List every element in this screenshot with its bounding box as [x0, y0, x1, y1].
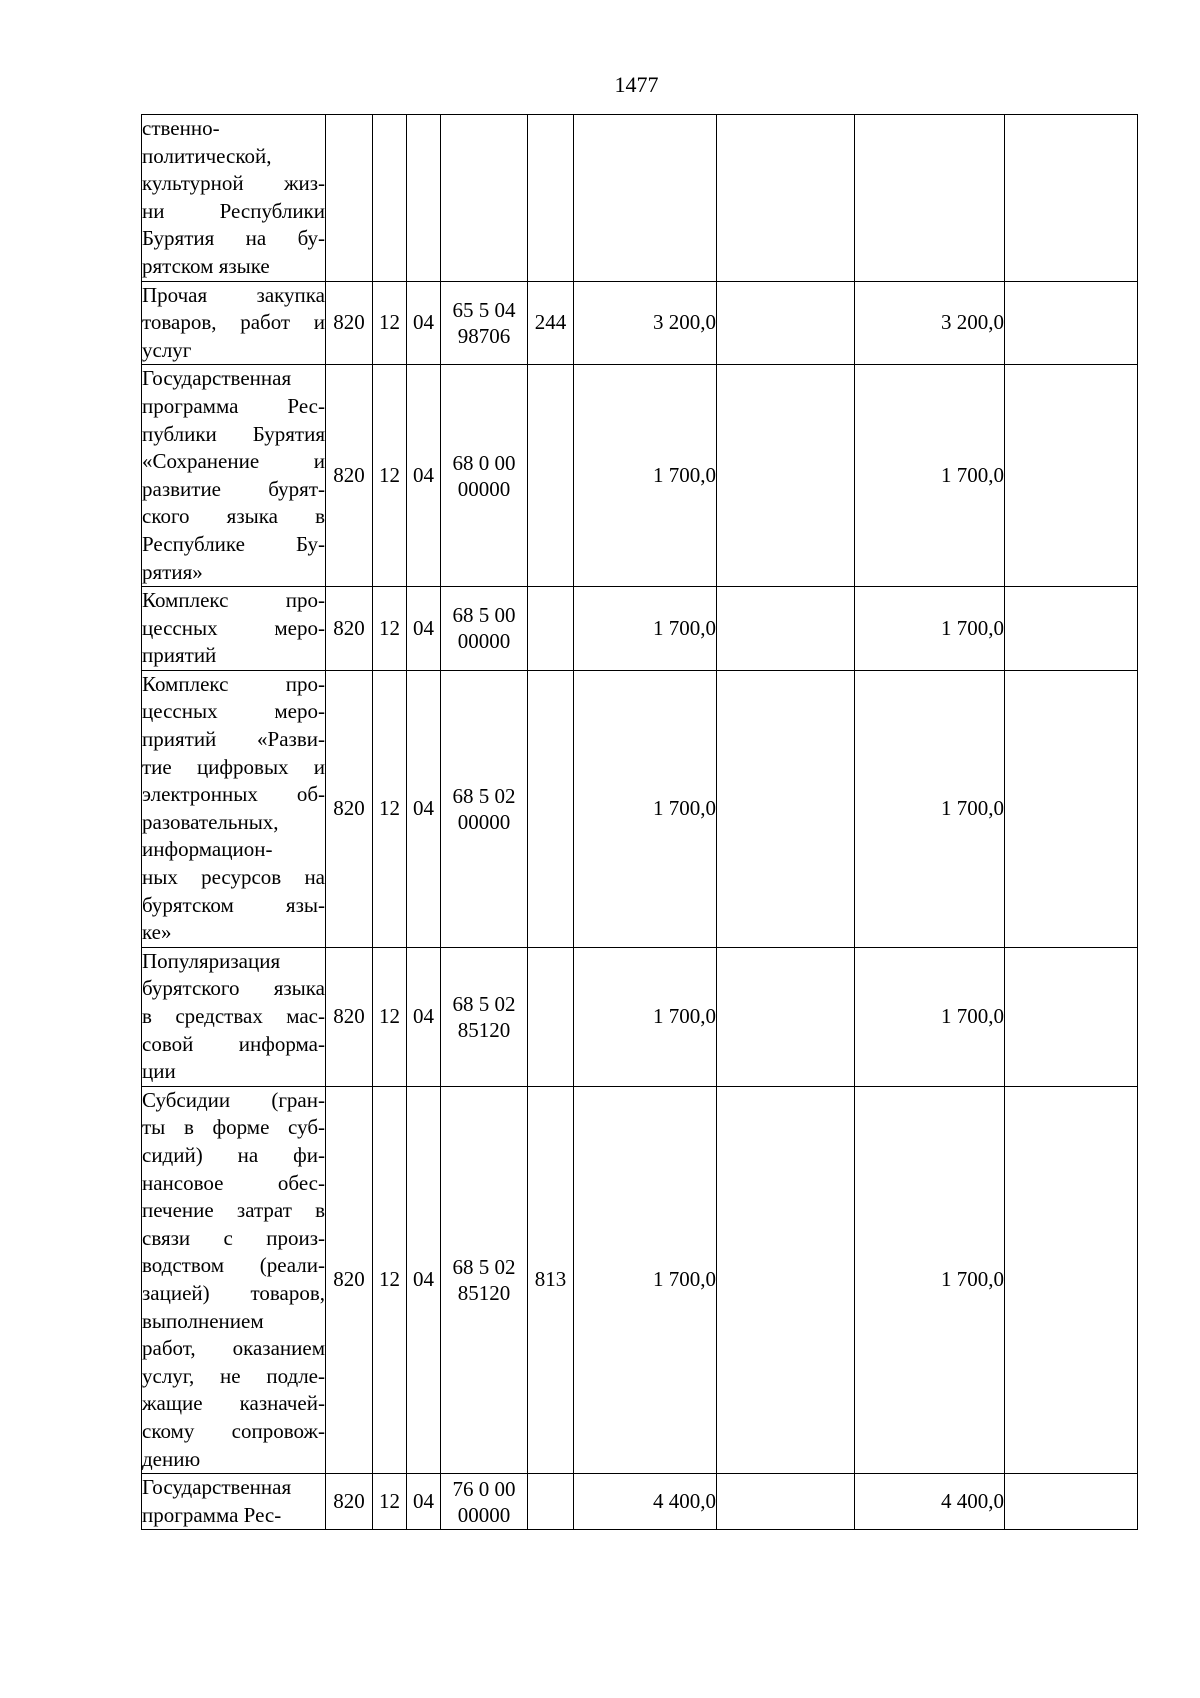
amount-cell-4 [1005, 1086, 1138, 1473]
table-body [142, 115, 1138, 1530]
amount-cell-3: 4 400,0 [855, 1474, 1005, 1530]
description-cell [142, 1086, 326, 1473]
description-line: рятия» [142, 559, 203, 584]
amount-cell-1: 1 700,0 [574, 1086, 717, 1473]
description-cell [142, 115, 326, 282]
expense-type-cell [528, 587, 574, 671]
table-row [142, 365, 1138, 587]
subsection-code-cell: 04 [407, 365, 441, 587]
amount-cell-3: 1 700,0 [855, 947, 1005, 1086]
target-article-cell [441, 115, 528, 282]
description-line: цессных меро- [142, 615, 325, 640]
section-code-cell [373, 115, 407, 282]
expense-type-cell [528, 115, 574, 282]
expense-type-cell [528, 1474, 574, 1530]
target-article-line-2: 85120 [457, 1280, 511, 1305]
amount-cell-1 [574, 115, 717, 282]
subsection-code-cell: 04 [407, 1474, 441, 1530]
description-line: сидий) на фи- [142, 1142, 325, 1167]
description-line: ных ресурсов на [142, 865, 325, 890]
subsection-code-cell: 04 [407, 587, 441, 671]
grbs-code-cell: 820 [326, 281, 373, 365]
amount-cell-2 [717, 1474, 855, 1530]
table-row [142, 947, 1138, 1086]
amount-cell-2 [717, 587, 855, 671]
amount-cell-1: 1 700,0 [574, 947, 717, 1086]
subsection-code-cell [407, 115, 441, 282]
description-line: Государственная [142, 366, 292, 391]
target-article-line-1: 65 5 04 [452, 297, 516, 322]
description-cell [142, 365, 326, 587]
amount-cell-1: 1 700,0 [574, 587, 717, 671]
amount-cell-1: 1 700,0 [574, 365, 717, 587]
target-article-line-1: 68 5 02 [452, 783, 516, 808]
description-cell [142, 587, 326, 671]
description-line: информацион- [142, 837, 273, 862]
grbs-code-cell: 820 [326, 670, 373, 947]
description-line: программа Рес- [142, 1502, 282, 1527]
amount-cell-3: 1 700,0 [855, 365, 1005, 587]
amount-cell-1: 4 400,0 [574, 1474, 717, 1530]
description-line: ты в форме суб- [142, 1115, 325, 1140]
description-line: дению [142, 1446, 201, 1471]
page-number: 1477 [614, 72, 659, 97]
description-line: программа Рес- [142, 393, 325, 418]
section-code-cell: 12 [373, 670, 407, 947]
description-line: услуг [142, 337, 192, 362]
amount-cell-4 [1005, 281, 1138, 365]
description-line: Комплекс про- [142, 588, 325, 613]
target-article-cell [441, 587, 528, 671]
target-article-line-1: 68 0 00 [452, 450, 516, 475]
description-line: Прочая закупка [142, 282, 325, 307]
target-article-line-2: 00000 [457, 809, 511, 834]
description-line: нансовое обес- [142, 1170, 325, 1195]
target-article-cell [441, 1086, 528, 1473]
description-line: рятском языке [142, 253, 270, 278]
section-code-cell: 12 [373, 1086, 407, 1473]
expense-type-cell: 244 [528, 281, 574, 365]
description-line: жащие казначей- [142, 1391, 325, 1416]
description-line: культурной жиз- [142, 171, 325, 196]
description-cell [142, 947, 326, 1086]
section-code-cell: 12 [373, 947, 407, 1086]
subsection-code-cell: 04 [407, 281, 441, 365]
description-line: печение затрат в [142, 1198, 325, 1223]
table-row [142, 1086, 1138, 1473]
section-code-cell: 12 [373, 1474, 407, 1530]
description-line: тие цифровых и [142, 754, 325, 779]
amount-cell-2 [717, 947, 855, 1086]
amount-cell-2 [717, 115, 855, 282]
description-line: Субсидии (гран- [142, 1087, 325, 1112]
description-line: связи с произ- [142, 1225, 325, 1250]
description-line: бурятского языка [142, 976, 325, 1001]
description-line: Государственная [142, 1475, 292, 1500]
description-line: работ, оказанием [142, 1336, 325, 1361]
target-article-line-2: 85120 [457, 1017, 511, 1042]
target-article-line-2: 00000 [457, 1502, 511, 1527]
target-article-cell [441, 365, 528, 587]
target-article-cell [441, 947, 528, 1086]
description-line: Бурятия на бу- [142, 226, 325, 251]
table-row [142, 587, 1138, 671]
grbs-code-cell: 820 [326, 587, 373, 671]
amount-cell-2 [717, 1086, 855, 1473]
description-line: ского языка в [142, 504, 325, 529]
grbs-code-cell: 820 [326, 365, 373, 587]
budget-table [141, 114, 1138, 1530]
amount-cell-1: 1 700,0 [574, 670, 717, 947]
amount-cell-4 [1005, 1474, 1138, 1530]
amount-cell-4 [1005, 365, 1138, 587]
description-line: «Сохранение и [142, 449, 325, 474]
amount-cell-2 [717, 670, 855, 947]
target-article-cell [441, 281, 528, 365]
description-line: ни Республики [142, 198, 325, 223]
subsection-code-cell: 04 [407, 1086, 441, 1473]
target-article-line-1: 76 0 00 [452, 1476, 516, 1501]
target-article-line-2: 98706 [457, 323, 511, 348]
amount-cell-2 [717, 365, 855, 587]
description-line: Популяризация [142, 948, 281, 973]
description-cell [142, 670, 326, 947]
description-line: публики Бурятия [142, 421, 325, 446]
subsection-code-cell: 04 [407, 670, 441, 947]
amount-cell-4 [1005, 115, 1138, 282]
amount-cell-3: 1 700,0 [855, 587, 1005, 671]
expense-type-cell [528, 670, 574, 947]
description-line: разовательных, [142, 809, 279, 834]
amount-cell-3: 1 700,0 [855, 670, 1005, 947]
description-line: в средствах мас- [142, 1004, 325, 1028]
description-line: выполнением [142, 1308, 264, 1333]
description-line: Республике Бу- [142, 531, 325, 556]
description-line: развитие бурят- [142, 476, 325, 501]
description-line: приятий [142, 643, 217, 668]
target-article-cell [441, 1474, 528, 1530]
table-row [142, 1474, 1138, 1530]
grbs-code-cell: 820 [326, 1474, 373, 1530]
description-line: ции [142, 1059, 176, 1084]
description-line: цессных меро- [142, 699, 325, 724]
grbs-code-cell: 820 [326, 947, 373, 1086]
description-line: Комплекс про- [142, 671, 325, 696]
description-line: приятий «Разви- [142, 727, 325, 752]
grbs-code-cell [326, 115, 373, 282]
amount-cell-2 [717, 281, 855, 365]
amount-cell-3 [855, 115, 1005, 282]
section-code-cell: 12 [373, 281, 407, 365]
description-line: ственно- [142, 116, 220, 140]
description-line: товаров, работ и [142, 310, 325, 335]
description-line: услуг, не подле- [142, 1363, 325, 1388]
amount-cell-3: 1 700,0 [855, 1086, 1005, 1473]
table-row [142, 281, 1138, 365]
description-line: зацией) товаров, [142, 1280, 325, 1305]
table-row [142, 670, 1138, 947]
amount-cell-4 [1005, 947, 1138, 1086]
description-line: политической, [142, 143, 272, 168]
target-article-line-1: 68 5 02 [452, 1254, 516, 1279]
target-article-cell [441, 670, 528, 947]
description-line: ке» [142, 920, 172, 945]
description-cell [142, 1474, 326, 1530]
amount-cell-1: 3 200,0 [574, 281, 717, 365]
description-line: водством (реали- [142, 1253, 325, 1278]
subsection-code-cell: 04 [407, 947, 441, 1086]
table-row [142, 115, 1138, 282]
target-article-line-1: 68 5 00 [452, 603, 516, 628]
expense-type-cell [528, 365, 574, 587]
amount-cell-3: 3 200,0 [855, 281, 1005, 365]
description-line: бурятском язы- [142, 892, 325, 917]
target-article-line-1: 68 5 02 [452, 991, 516, 1016]
section-code-cell: 12 [373, 365, 407, 587]
description-line: совой информа- [142, 1031, 325, 1056]
description-cell [142, 281, 326, 365]
section-code-cell: 12 [373, 587, 407, 671]
target-article-line-2: 00000 [457, 629, 511, 654]
description-line: электронных об- [142, 782, 325, 807]
expense-type-cell: 813 [528, 1086, 574, 1473]
target-article-line-2: 00000 [457, 476, 511, 501]
expense-type-cell [528, 947, 574, 1086]
grbs-code-cell: 820 [326, 1086, 373, 1473]
description-line: скому сопровож- [142, 1418, 325, 1443]
amount-cell-4 [1005, 670, 1138, 947]
amount-cell-4 [1005, 587, 1138, 671]
